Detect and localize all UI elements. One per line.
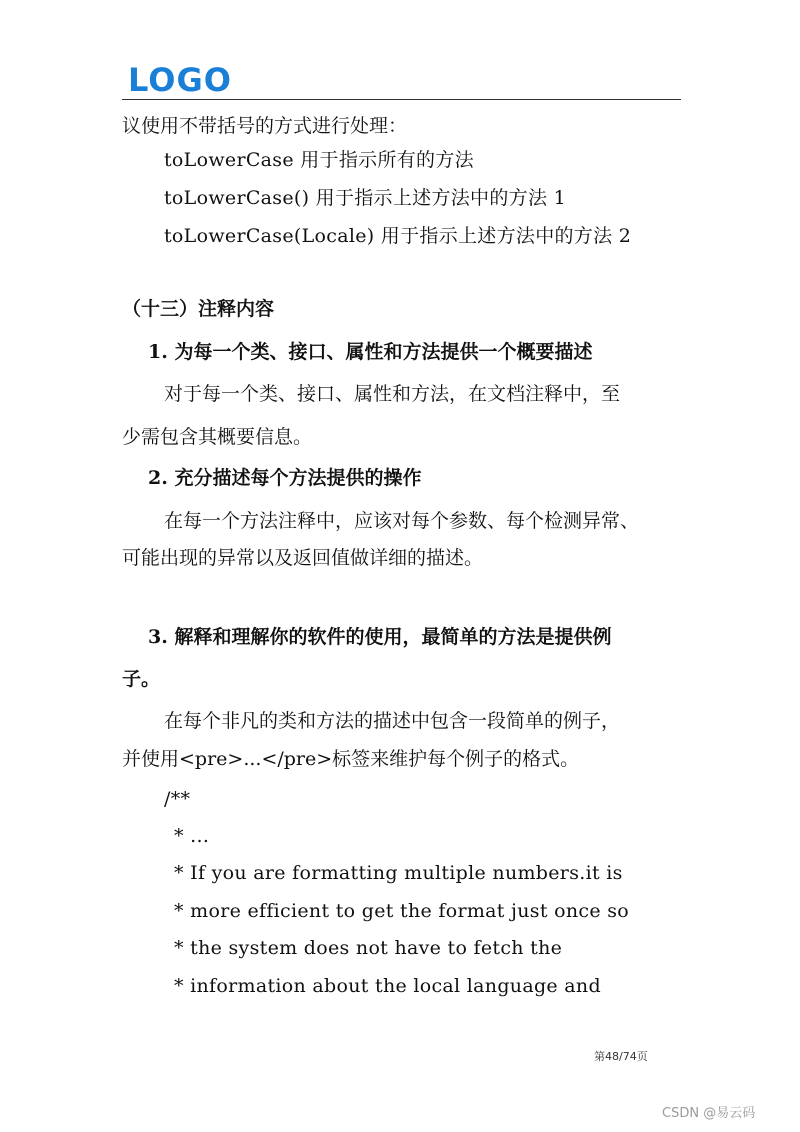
paragraph-line: 可能出现的异常以及返回值做详细的描述。: [122, 547, 484, 569]
paragraph-line: 在每个非凡的类和方法的描述中包含一段简单的例子，: [164, 710, 621, 732]
header-divider: [122, 99, 681, 100]
subheading: 1. 为每一个类、接口、属性和方法提供一个概要描述: [148, 341, 593, 363]
code-line: * information about the local language and: [174, 975, 601, 997]
paragraph-line: 少需包含其概要信息。: [122, 426, 313, 448]
watermark: CSDN @易云码: [662, 1106, 756, 1121]
code-line: * the system does not have to fetch the: [174, 937, 563, 959]
code-line: * If you are formatting multiple numbers.it is: [174, 862, 623, 884]
subheading: 3. 解释和理解你的软件的使用，最简单的方法是提供例: [148, 626, 612, 648]
paragraph-line: 对于每一个类、接口、属性和方法，在文档注释中，至: [164, 383, 621, 405]
subheading-continued: 子。: [122, 668, 161, 690]
section-heading: （十三）注释内容: [122, 298, 275, 320]
code-line: /**: [164, 788, 191, 810]
code-line: * more efficient to get the format just once so: [174, 900, 629, 922]
code-line: toLowerCase(Locale) 用于指示上述方法中的方法 2: [164, 225, 632, 247]
subheading: 2. 充分描述每个方法提供的操作: [148, 467, 422, 489]
paragraph-line: 在每一个方法注释中，应该对每个参数、每个检测异常、: [164, 510, 640, 532]
code-line: toLowerCase 用于指示所有的方法: [164, 149, 474, 171]
logo: LOGO: [128, 61, 232, 99]
text-line: 议使用不带括号的方式进行处理：: [122, 115, 408, 137]
code-line: toLowerCase() 用于指示上述方法中的方法 1: [164, 187, 566, 209]
code-line: * ...: [174, 825, 210, 847]
page-number: 第48/74页: [594, 1050, 648, 1063]
paragraph-line: 并使用<pre>...</pre>标签来维护每个例子的格式。: [122, 748, 580, 770]
